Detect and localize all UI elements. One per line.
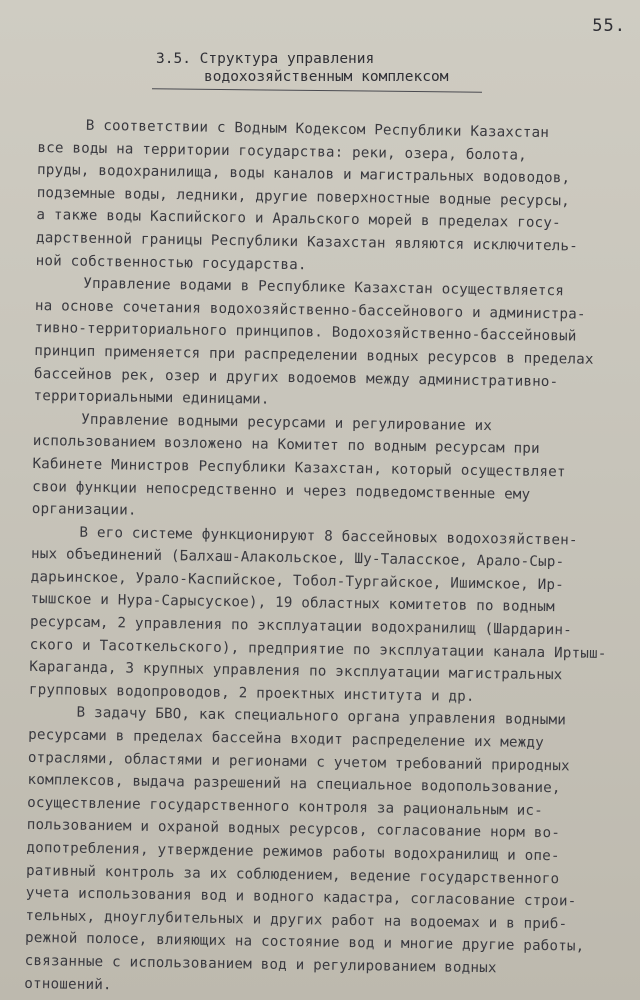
text-line: В соответствии с Водным Кодексом Республики Казахстан: [85, 117, 550, 142]
text-line: режной полосе, влияющих на состояние вод и многие другие работы,: [24, 930, 585, 956]
text-line: дарьинское, Урало-Каспийское, Тобол-Тургайское, Ишимское, Ир-: [30, 568, 565, 594]
text-line: ративный контроль за их соблюдением, ведение государственного: [25, 862, 560, 887]
section-heading-line1: 3.5. Структура управления: [156, 51, 375, 67]
text-line: отраслями, областями и регионами с учетом требований природных: [27, 749, 570, 775]
text-line: тельных, дноуглубительных и других работ на водоемах и в приб-: [25, 907, 568, 933]
text-line: пользованием и охраной водных ресурсов, согласование норм во-: [26, 817, 561, 842]
paragraph: [24, 701, 619, 1000]
text-line: комплексов, выдача разрешений на специальное водопользование,: [27, 772, 561, 797]
text-line: Управление водами в Республике Казахстан осуществляется: [83, 275, 565, 300]
text-line: бассейнов рек, озер и других водоемов между административно-: [33, 365, 559, 390]
body-text: [24, 114, 628, 1000]
paragraph: [36, 114, 628, 281]
paragraph: [33, 272, 625, 417]
text-line: осуществление государственного контроля за рациональным ис-: [27, 794, 544, 819]
page-number: 55.: [592, 16, 626, 36]
text-line: В задачу БВО, как специального органа управления водными: [76, 705, 567, 729]
text-line: подземные воды, ледники, другие поверхностные водные ресурсы,: [36, 184, 571, 210]
text-line: дарственной границы Республики Казахстан являются исключитель-: [35, 229, 579, 255]
text-line: все воды на территории государства: реки, озера, болота,: [37, 139, 528, 164]
heading-underline: [152, 88, 482, 92]
text-line: В его системе функционируют 8 бассейновых водохозяйствен-: [79, 524, 578, 549]
paragraph: [32, 408, 624, 530]
section-heading: [156, 50, 486, 86]
text-line: территориальными единицами.: [33, 388, 270, 408]
text-line: ной собственностью государства.: [35, 252, 307, 273]
text-line: принцип применяется при распределении водных ресурсов в пределах: [34, 342, 594, 368]
text-line: свои функции непосредственно и через подведомственные ему: [32, 478, 531, 503]
text-line: на основе сочетания водохозяйственно-бассейнового и администра-: [34, 297, 586, 323]
text-line: организации.: [31, 501, 137, 519]
text-line: учета использования вод и водного кадастра, согласование строи-: [25, 885, 577, 910]
text-line: Караганда, 3 крупных управления по эксплуатации магистральных: [29, 659, 563, 684]
text-line: а также воды Каспийского и Аральского морей в пределах госу-: [36, 207, 561, 232]
text-line: допотребления, утверждение режимов работы водохранилищ и опе-: [26, 839, 560, 865]
text-line: ных объединений (Балхаш-Алакольское, Шу-Таласское, Арало-Сыр-: [30, 546, 565, 571]
section-heading-line2: водохозяйственным комплексом: [204, 69, 449, 85]
text-line: отношений.: [24, 975, 112, 993]
text-line: тивно-территориального принципов. Водохозяйственно-бассейновый: [34, 320, 577, 345]
text-line: использованием возложено на Комитет по водным ресурсам при: [32, 433, 540, 458]
paragraph: [29, 521, 622, 711]
text-line: ского и Тасоткельского), предприятие по эксплуатации канала Иртыш-: [29, 636, 607, 662]
text-line: Кабинете Министров Республики Казахстан, который осуществляет: [32, 455, 566, 481]
text-line: пруды, водохранилища, воды каналов и магистральных водоводов,: [36, 162, 571, 187]
text-line: тышское и Нура-Сарысуское), 19 областных комитетов по водным: [30, 591, 555, 616]
text-line: Управление водными ресурсами и регулирование их: [81, 411, 493, 434]
text-line: связанные с использованием вод и регулированием водных: [24, 952, 497, 977]
text-line: групповых водопроводов, 2 проектных института и др.: [28, 681, 475, 705]
text-line: ресурсами в пределах бассейна входит распределение их между: [28, 726, 545, 752]
text-line: ресурсам, 2 управления по эксплуатации водохранилищ (Шардарин-: [29, 614, 573, 639]
